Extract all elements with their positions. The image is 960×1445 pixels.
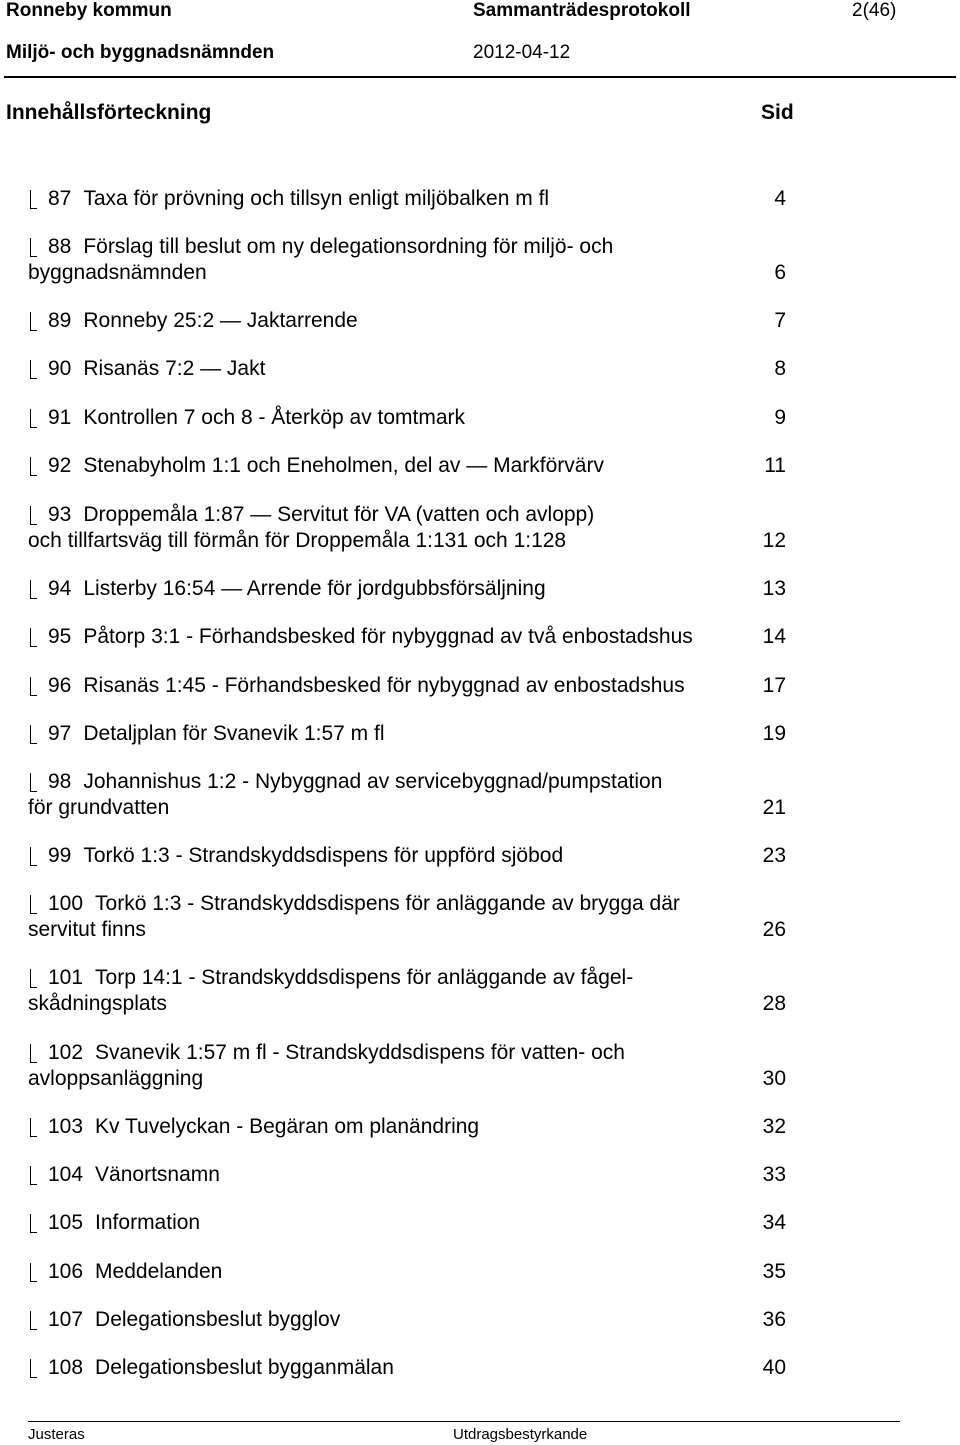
- toc-entry-title-line: [28, 891, 788, 917]
- toc-entry-page: 26: [762, 918, 786, 941]
- toc-entry-number: 106: [48, 1260, 84, 1283]
- toc-entry: [28, 405, 788, 431]
- section-marker-icon: [30, 773, 37, 792]
- toc-entry-title-cont: servitut finns: [28, 918, 146, 941]
- footer-justeras: Justeras: [28, 1426, 85, 1443]
- toc-entry: [28, 1355, 788, 1381]
- toc-entry-page: 4: [774, 187, 786, 210]
- toc-entry-title: Risanäs 1:45 - Förhandsbesked för nybyggnad av enbostadshus: [83, 674, 685, 697]
- toc-entry-page: 34: [762, 1211, 786, 1234]
- toc-entry-title: Påtorp 3:1 - Förhandsbesked för nybyggnad av två enbostadshus: [83, 625, 693, 648]
- toc-entry-number: 105: [48, 1211, 84, 1234]
- toc-entry: [28, 576, 788, 602]
- toc-entry-title-continuation: [28, 528, 788, 554]
- toc-entry-title-continuation: [28, 991, 788, 1017]
- section-marker-icon: [30, 628, 37, 647]
- toc-entry-number: 107: [48, 1308, 84, 1331]
- section-marker-icon: [30, 895, 37, 914]
- toc-entry-title-line: [28, 356, 788, 382]
- toc-entry-page: 23: [762, 844, 786, 867]
- toc-entry-page: 21: [762, 796, 786, 819]
- toc-heading: Innehållsförteckning: [6, 101, 212, 124]
- toc-entry-title: Torp 14:1 - Strandskyddsdispens för anläggande av fågel-: [95, 966, 634, 989]
- toc-entry-number: 102: [48, 1041, 84, 1064]
- toc-entry-title: Meddelanden: [95, 1260, 223, 1283]
- section-marker-icon: [30, 677, 37, 696]
- toc-entry-title: Torkö 1:3 - Strandskyddsdispens för anläggande av brygga där: [95, 892, 680, 915]
- toc-entry-number: 94: [48, 577, 72, 600]
- toc-entry-number: 90: [48, 357, 72, 380]
- toc-entry-page: 36: [762, 1308, 786, 1331]
- toc-entry-page: 19: [762, 722, 786, 745]
- section-marker-icon: [30, 580, 37, 599]
- section-marker-icon: [30, 506, 37, 525]
- toc-entry-page: 35: [762, 1260, 786, 1283]
- toc-entry: [28, 769, 788, 821]
- toc-entry-number: 101: [48, 966, 84, 989]
- section-marker-icon: [30, 969, 37, 988]
- toc-entry: [28, 1162, 788, 1188]
- toc-entry-title: Risanäs 7:2 — Jakt: [83, 357, 266, 380]
- toc-entry-title-line: [28, 453, 788, 479]
- toc-entry-number: 89: [48, 309, 72, 332]
- section-marker-icon: [30, 1359, 37, 1378]
- municipality-name: Ronneby kommun: [6, 0, 172, 21]
- toc-entry-page: 6: [774, 261, 786, 284]
- toc-entry-number: 88: [48, 235, 72, 258]
- toc-entry-page: 13: [762, 577, 786, 600]
- toc-entry: [28, 308, 788, 334]
- section-marker-icon: [30, 1263, 37, 1282]
- section-marker-icon: [30, 1166, 37, 1185]
- toc-entry-page: 7: [774, 309, 786, 332]
- toc-entry-title: Förslag till beslut om ny delegationsordning för miljö- och: [83, 235, 614, 258]
- section-marker-icon: [30, 312, 37, 331]
- toc-entry-title: Detaljplan för Svanevik 1:57 m fl: [83, 722, 385, 745]
- section-marker-icon: [30, 1044, 37, 1063]
- toc-entry-title-line: [28, 624, 788, 650]
- toc-entry-title: Listerby 16:54 — Arrende för jordgubbsförsäljning: [83, 577, 546, 600]
- toc-entry: [28, 843, 788, 869]
- toc-entry-title-continuation: [28, 260, 788, 286]
- toc-entry-page: 32: [762, 1115, 786, 1138]
- toc-entry-number: 92: [48, 454, 72, 477]
- toc-entry-number: 103: [48, 1115, 84, 1138]
- toc-entry-number: 93: [48, 503, 72, 526]
- toc-entry-title: Kontrollen 7 och 8 - Återköp av tomtmark: [83, 406, 466, 429]
- section-marker-icon: [30, 847, 37, 866]
- toc-entry: [28, 234, 788, 286]
- toc-entry: [28, 624, 788, 650]
- toc-entry-title-line: [28, 1162, 788, 1188]
- toc-entry-number: 98: [48, 770, 72, 793]
- toc-entry-title: Vänortsnamn: [95, 1163, 220, 1186]
- toc-entry: [28, 1307, 788, 1333]
- toc-entry-title-continuation: [28, 1066, 788, 1092]
- board-name: Miljö- och byggnadsnämnden: [6, 42, 275, 63]
- page-counter: 2(46): [852, 0, 897, 21]
- toc-entry-page: 30: [762, 1067, 786, 1090]
- section-marker-icon: [30, 457, 37, 476]
- toc-entry-title-line: [28, 1040, 788, 1066]
- toc-entry-number: 97: [48, 722, 72, 745]
- toc-entry-title-line: [28, 1355, 788, 1381]
- toc-entry-title-line: [28, 673, 788, 699]
- toc-entry: [28, 1114, 788, 1140]
- toc-entry-title-line: [28, 1114, 788, 1140]
- toc-entry-page: 17: [762, 674, 786, 697]
- toc-entry-number: 91: [48, 406, 72, 429]
- toc-entry: [28, 453, 788, 479]
- toc-entry-title: Delegationsbeslut bygganmälan: [95, 1356, 394, 1379]
- toc-entry-page: 11: [764, 454, 786, 477]
- page-column-heading: Sid: [761, 101, 794, 124]
- section-marker-icon: [30, 1214, 37, 1233]
- toc-entry-title-line: [28, 1210, 788, 1236]
- toc-entry: [28, 721, 788, 747]
- toc-entry-number: 108: [48, 1356, 84, 1379]
- toc-entry-number: 87: [48, 187, 72, 210]
- toc-entry-title-line: [28, 405, 788, 431]
- toc-entry: [28, 1040, 788, 1092]
- toc-entry-title: Svanevik 1:57 m fl - Strandskyddsdispens för vatten- och: [95, 1041, 625, 1064]
- toc-entry-title: Droppemåla 1:87 — Servitut för VA (vatten och avlopp): [83, 503, 595, 526]
- section-marker-icon: [30, 238, 37, 257]
- toc-entry-title: Stenabyholm 1:1 och Eneholmen, del av — Markförvärv: [83, 454, 604, 477]
- toc-entry: [28, 891, 788, 943]
- toc-entry-title: Taxa för prövning och tillsyn enligt miljöbalken m fl: [83, 187, 550, 210]
- toc-entry-title-continuation: [28, 795, 788, 821]
- toc-entry-title-cont: skådningsplats: [28, 992, 167, 1015]
- toc-entry-page: 9: [774, 406, 786, 429]
- toc-entry: [28, 1259, 788, 1285]
- toc-entry-page: 8: [774, 357, 786, 380]
- toc-entry-title-line: [28, 502, 788, 528]
- toc-entry-title: Delegationsbeslut bygglov: [95, 1308, 341, 1331]
- toc-entry-title-cont: byggnadsnämnden: [28, 261, 207, 284]
- toc-entry-title-line: [28, 965, 788, 991]
- toc-entry-page: 40: [762, 1356, 786, 1379]
- toc-entry-page: 12: [762, 529, 786, 552]
- toc-entry-number: 99: [48, 844, 72, 867]
- toc-entry: [28, 356, 788, 382]
- section-marker-icon: [30, 360, 37, 379]
- toc-entry-title-cont: avloppsanläggning: [28, 1067, 204, 1090]
- footer-utdragsbestyrkande: Utdragsbestyrkande: [453, 1426, 588, 1443]
- toc-entry-page: 28: [762, 992, 786, 1015]
- section-marker-icon: [30, 1118, 37, 1137]
- toc-entry-title: Torkö 1:3 - Strandskyddsdispens för uppförd sjöbod: [83, 844, 564, 867]
- toc-entry-title-line: [28, 721, 788, 747]
- header-divider: [4, 76, 956, 78]
- toc-entry: [28, 502, 788, 554]
- toc-entry-title-cont: och tillfartsväg till förmån för Droppemåla 1:131 och 1:128: [28, 529, 567, 552]
- section-marker-icon: [30, 1311, 37, 1330]
- toc-entry-title-line: [28, 1259, 788, 1285]
- toc-entry: [28, 673, 788, 699]
- toc-entry-number: 104: [48, 1163, 84, 1186]
- toc-entry-title-line: [28, 1307, 788, 1333]
- toc-entry-number: 96: [48, 674, 72, 697]
- toc-entry-title-line: [28, 308, 788, 334]
- toc-entry: [28, 186, 788, 212]
- toc-entry-title-continuation: [28, 917, 788, 943]
- toc-entry: [28, 1210, 788, 1236]
- toc-entry-title-line: [28, 576, 788, 602]
- document-type: Sammanträdesprotokoll: [473, 0, 691, 21]
- toc-entry-number: 100: [48, 892, 84, 915]
- toc-entry-title: Ronneby 25:2 — Jaktarrende: [83, 309, 358, 332]
- section-marker-icon: [30, 409, 37, 428]
- toc-entry: [28, 965, 788, 1017]
- toc-entry-title-line: [28, 843, 788, 869]
- meeting-date: 2012-04-12: [473, 42, 571, 63]
- toc-entry-title: Kv Tuvelyckan - Begäran om planändring: [95, 1115, 480, 1138]
- section-marker-icon: [30, 725, 37, 744]
- toc-entry-title-line: [28, 186, 788, 212]
- toc-entry-title-line: [28, 234, 788, 260]
- toc-entry-title-cont: för grundvatten: [28, 796, 170, 819]
- toc-entry-page: 33: [762, 1163, 786, 1186]
- toc-entry-page: 14: [762, 625, 786, 648]
- section-marker-icon: [30, 190, 37, 209]
- toc-entry-title: Information: [95, 1211, 201, 1234]
- footer-divider: [28, 1421, 900, 1422]
- toc-entry-number: 95: [48, 625, 72, 648]
- toc-entry-title: Johannishus 1:2 - Nybyggnad av servicebyggnad/pumpstation: [83, 770, 663, 793]
- toc-entry-title-line: [28, 769, 788, 795]
